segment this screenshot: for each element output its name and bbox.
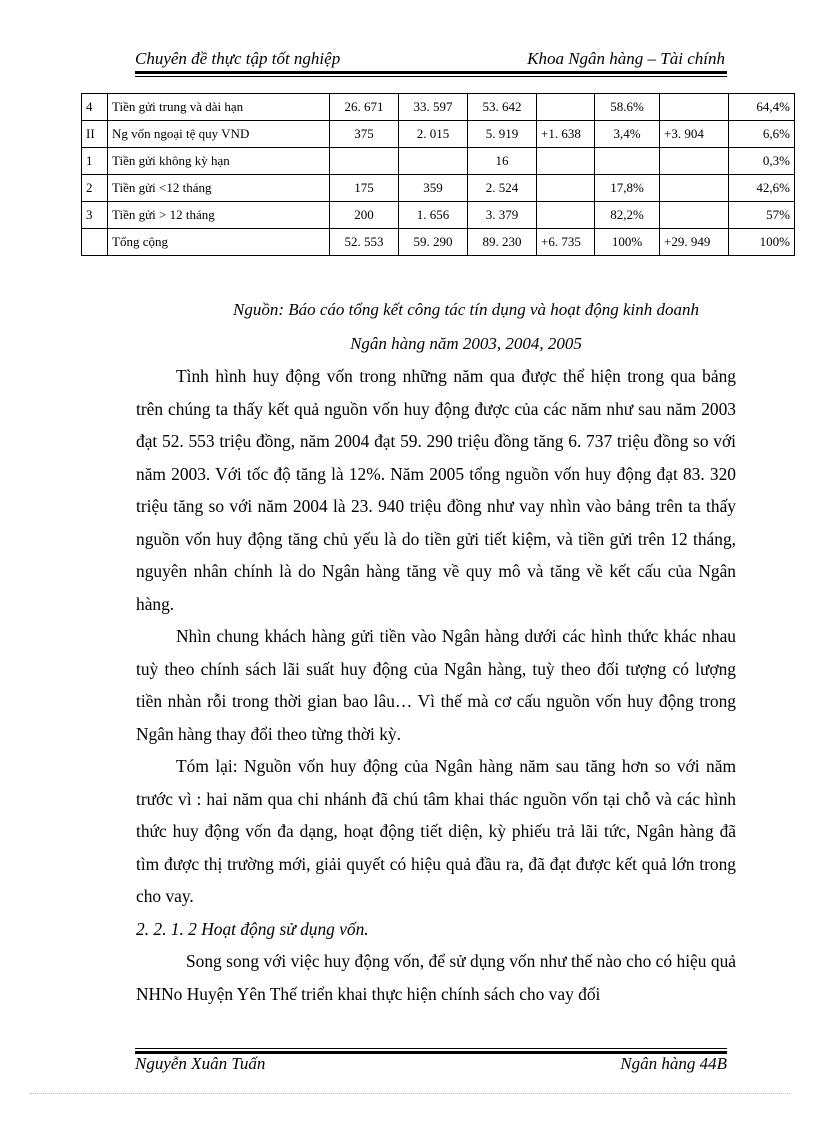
cell-2004: 33. 597 — [399, 94, 468, 121]
header-left-title: Chuyên đề thực tập tốt nghiệp — [135, 49, 341, 68]
cell-index: 1 — [82, 148, 108, 175]
cell-change-b — [660, 202, 729, 229]
cell-share-a — [595, 148, 660, 175]
cell-share-a: 100% — [595, 229, 660, 256]
cell-share-b: 57% — [729, 202, 795, 229]
page-header — [135, 49, 725, 73]
cell-share-b: 42,6% — [729, 175, 795, 202]
cell-share-b: 0,3% — [729, 148, 795, 175]
cell-index: 4 — [82, 94, 108, 121]
header-rule-thick — [135, 71, 727, 74]
paragraph-customers: Nhìn chung khách hàng gửi tiền vào Ngân hàng dưới các hình thức khác nhau tuỳ theo chính sách lãi suất huy động của Ngân hàng, tuỳ theo đối tượng có lượng tiền nhàn rỗi trong thời gian bao lâu… Vì thế mà cơ cấu nguồn vốn huy động trong Ngân hàng thay đổi theo từng thời kỳ. — [136, 626, 736, 744]
cell-change-b — [660, 94, 729, 121]
cell-item: Tiền gửi > 12 tháng — [108, 202, 330, 229]
cell-change-a — [537, 202, 595, 229]
page-footer — [135, 1054, 727, 1078]
cell-2003 — [330, 148, 399, 175]
footer-rule-thin — [135, 1048, 727, 1049]
cell-2005: 2. 524 — [468, 175, 537, 202]
cell-share-b: 6,6% — [729, 121, 795, 148]
cell-2003: 200 — [330, 202, 399, 229]
cell-change-b — [660, 175, 729, 202]
cell-change-b: +29. 949 — [660, 229, 729, 256]
footer-author: Nguyễn Xuân Tuấn — [135, 1054, 266, 1073]
cell-change-a: +1. 638 — [537, 121, 595, 148]
cell-share-a: 82,2% — [595, 202, 660, 229]
cell-index: II — [82, 121, 108, 148]
header-right-title: Khoa Ngân hàng – Tài chính — [527, 49, 725, 68]
cell-2003: 26. 671 — [330, 94, 399, 121]
cell-item: Ng vốn ngoại tệ quy VND — [108, 121, 330, 148]
cell-share-a: 17,8% — [595, 175, 660, 202]
paragraph-summary: Tóm lại: Nguồn vốn huy động của Ngân hàng năm sau tăng hơn so với năm trước vì : hai năm qua chi nhánh đã chú tâm khai thác nguồn vốn tại chỗ và các hình thức huy động vốn đa dạng, hoạt động tiết diện, kỳ phiếu trả lãi tức, Ngân hàng đã tìm được thị trường mới, giải quyết có hiệu quả đầu ra, đã đạt được kết quả lớn trong cho vay. — [136, 756, 736, 906]
section-heading: 2. 2. 1. 2 Hoạt động sử dụng vốn. — [136, 918, 369, 939]
cell-share-b: 64,4% — [729, 94, 795, 121]
cell-2004 — [399, 148, 468, 175]
cell-2003: 375 — [330, 121, 399, 148]
source-note-line2: Ngân hàng năm 2003, 2004, 2005 — [350, 334, 582, 353]
cell-2005: 3. 379 — [468, 202, 537, 229]
footer-class: Ngân hàng 44B — [620, 1054, 727, 1073]
cell-2004: 1. 656 — [399, 202, 468, 229]
body-text — [136, 360, 736, 1010]
cell-share-b: 100% — [729, 229, 795, 256]
cell-2005: 53. 642 — [468, 94, 537, 121]
cell-change-b: +3. 904 — [660, 121, 729, 148]
cell-2005: 89. 230 — [468, 229, 537, 256]
cell-index: 3 — [82, 202, 108, 229]
cell-change-a — [537, 94, 595, 121]
cell-2004: 2. 015 — [399, 121, 468, 148]
cell-2003: 175 — [330, 175, 399, 202]
capital-table — [81, 93, 795, 256]
table-row-total — [82, 229, 795, 256]
paragraph-mobilization: Tình hình huy động vốn trong những năm qua được thể hiện trong qua bảng trên chúng ta thấy kết quả nguồn vốn huy động được của các năm như sau năm 2003 đạt 52. 553 triệu đồng, năm 2004 đạt 59. 290 triệu đồng tăng 6. 737 triệu đồng so với năm 2003. Với tốc độ tăng là 12%. Năm 2005 tổng nguồn vốn huy động đạt 83. 320 triệu tăng so với năm 2004 là 23. 940 triệu đồng như vay nhìn vào bảng trên ta thấy nguồn vốn huy động tăng chủ yếu là do tiền gửi tiết kiệm, và tiền gửi trên 12 tháng, nguyên nhân chính là do Ngân hàng tăng về quy mô và tăng về kết cấu của Ngân hàng. — [136, 366, 736, 614]
table-row — [82, 202, 795, 229]
cell-2004: 359 — [399, 175, 468, 202]
cell-item: Tiền gửi trung và dài hạn — [108, 94, 330, 121]
cell-change-b — [660, 148, 729, 175]
cell-index — [82, 229, 108, 256]
cell-share-a: 58.6% — [595, 94, 660, 121]
cell-share-a: 3,4% — [595, 121, 660, 148]
table-row — [82, 175, 795, 202]
cell-item: Tổng cộng — [108, 229, 330, 256]
paragraph-capital-use: Song song với việc huy động vốn, để sử dụng vốn như thế nào cho có hiệu quả NHNo Huyện Yên Thế triển khai thực hiện chính sách cho vay đối — [136, 951, 736, 1004]
table-row — [82, 148, 795, 175]
cell-item: Tiền gửi <12 tháng — [108, 175, 330, 202]
cell-index: 2 — [82, 175, 108, 202]
source-note-line1: Nguồn: Báo cáo tổng kết công tác tín dụng và hoạt động kinh doanh — [232, 300, 699, 319]
cell-change-a — [537, 148, 595, 175]
cell-2005: 5. 919 — [468, 121, 537, 148]
header-rule-thin — [135, 76, 727, 77]
cell-change-a: +6. 735 — [537, 229, 595, 256]
cell-change-a — [537, 175, 595, 202]
cell-item: Tiền gửi không kỳ hạn — [108, 148, 330, 175]
table-row — [82, 94, 795, 121]
page-edge-divider — [30, 1093, 790, 1094]
cell-2005: 16 — [468, 148, 537, 175]
cell-2003: 52. 553 — [330, 229, 399, 256]
cell-2004: 59. 290 — [399, 229, 468, 256]
table-row — [82, 121, 795, 148]
